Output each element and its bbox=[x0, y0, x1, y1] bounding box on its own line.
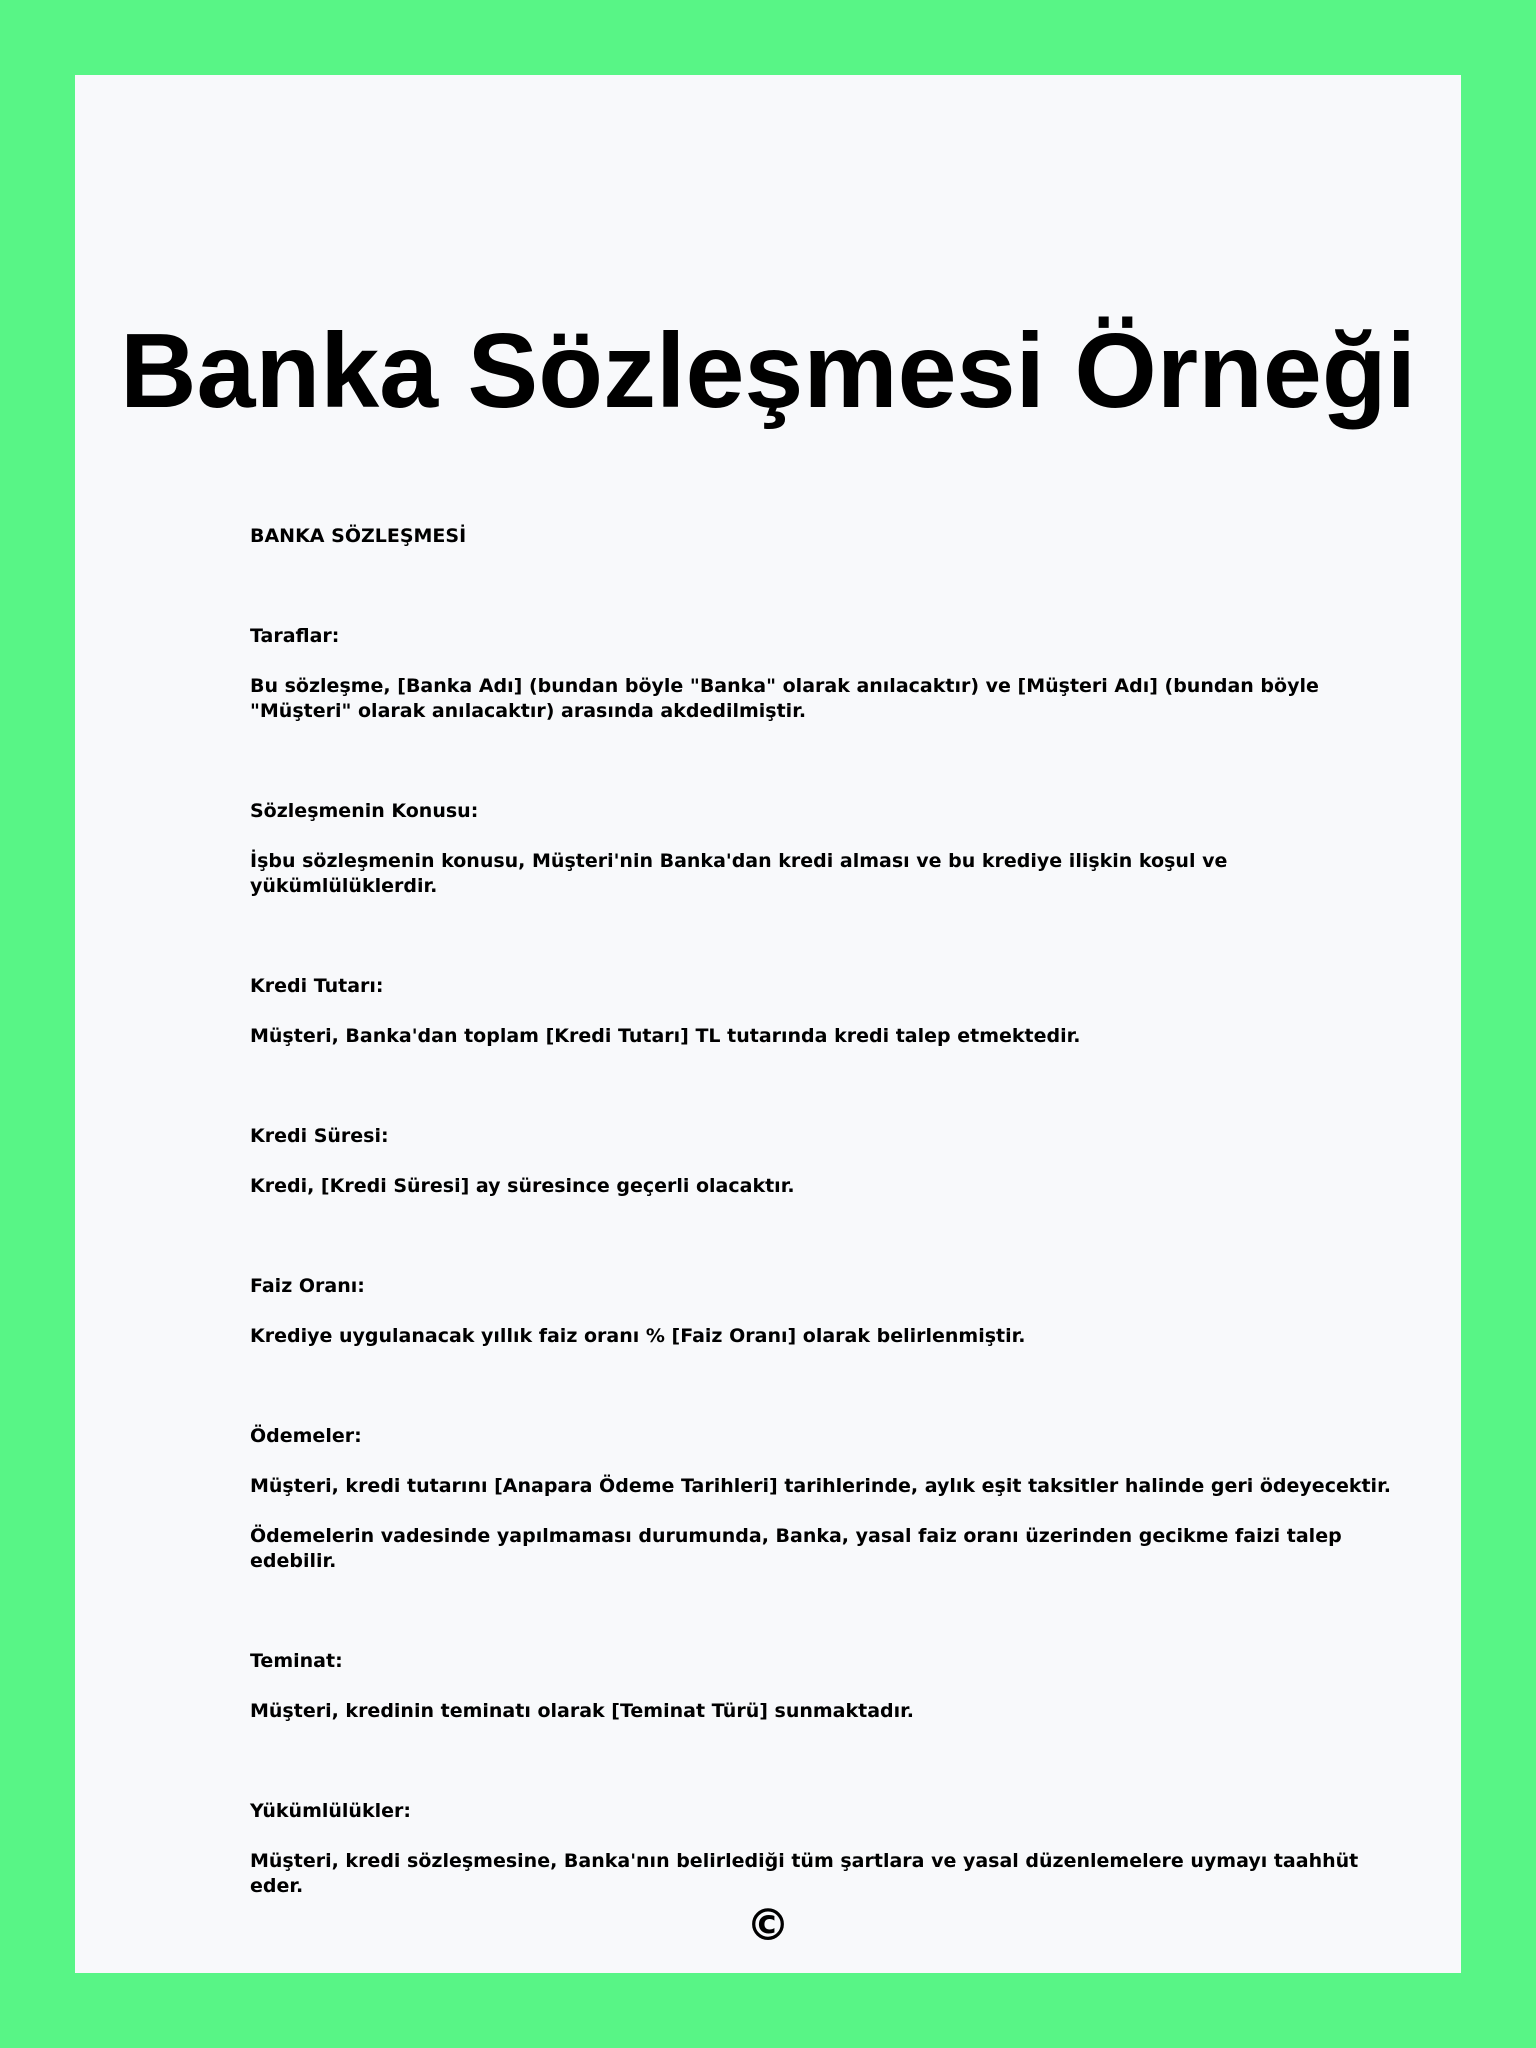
copyright-icon: © bbox=[746, 1900, 790, 1951]
section-heading-teminat: Teminat: bbox=[250, 1650, 343, 1672]
section-heading-kredi-suresi: Kredi Süresi: bbox=[250, 1125, 389, 1147]
section-line: Müşteri, Banka'dan toplam [Kredi Tutarı] TL tutarında kredi talep etmektedir. bbox=[250, 1025, 1081, 1047]
section-heading-kredi-tutari: Kredi Tutarı: bbox=[250, 975, 384, 997]
document-page bbox=[75, 75, 1461, 1973]
section-line: "Müşteri" olarak anılacaktır) arasında akdedilmiştir. bbox=[250, 700, 807, 722]
section-line: Müşteri, kredinin teminatı olarak [Teminat Türü] sunmaktadır. bbox=[250, 1700, 915, 1722]
section-line: yükümlülüklerdir. bbox=[250, 875, 438, 897]
section-heading-taraflar: Taraflar: bbox=[250, 625, 340, 647]
section-heading-yukumlulukler: Yükümlülükler: bbox=[250, 1800, 411, 1822]
contract-heading: BANKA SÖZLEŞMESİ bbox=[250, 525, 467, 547]
section-heading-faiz-orani: Faiz Oranı: bbox=[250, 1275, 365, 1297]
section-line: İşbu sözleşmenin konusu, Müşteri'nin Banka'dan kredi alması ve bu krediye ilişkin koşul ve bbox=[250, 850, 1228, 872]
section-line: Müşteri, kredi sözleşmesine, Banka'nın belirlediği tüm şartlara ve yasal düzenlemelere uymayı taahhüt bbox=[250, 1850, 1359, 1872]
section-line: Bu sözleşme, [Banka Adı] (bundan böyle "Banka" olarak anılacaktır) ve [Müşteri Adı] (bundan böyle bbox=[250, 675, 1319, 697]
section-line: edebilir. bbox=[250, 1550, 337, 1572]
section-line: Krediye uygulanacak yıllık faiz oranı % [Faiz Oranı] olarak belirlenmiştir. bbox=[250, 1325, 1026, 1347]
section-line: Ödemelerin vadesinde yapılmaması durumunda, Banka, yasal faiz oranı üzerinden gecikme faizi talep bbox=[250, 1525, 1342, 1547]
section-heading-konusu: Sözleşmenin Konusu: bbox=[250, 800, 479, 822]
page-title: Banka Sözleşmesi Örneği bbox=[119, 312, 1417, 430]
section-line: Kredi, [Kredi Süresi] ay süresince geçerli olacaktır. bbox=[250, 1175, 795, 1197]
section-line: eder. bbox=[250, 1875, 304, 1897]
section-line: Müşteri, kredi tutarını [Anapara Ödeme Tarihleri] tarihlerinde, aylık eşit taksitler halinde geri ödeyecektir. bbox=[250, 1475, 1391, 1497]
section-heading-odemeler: Ödemeler: bbox=[250, 1425, 362, 1447]
